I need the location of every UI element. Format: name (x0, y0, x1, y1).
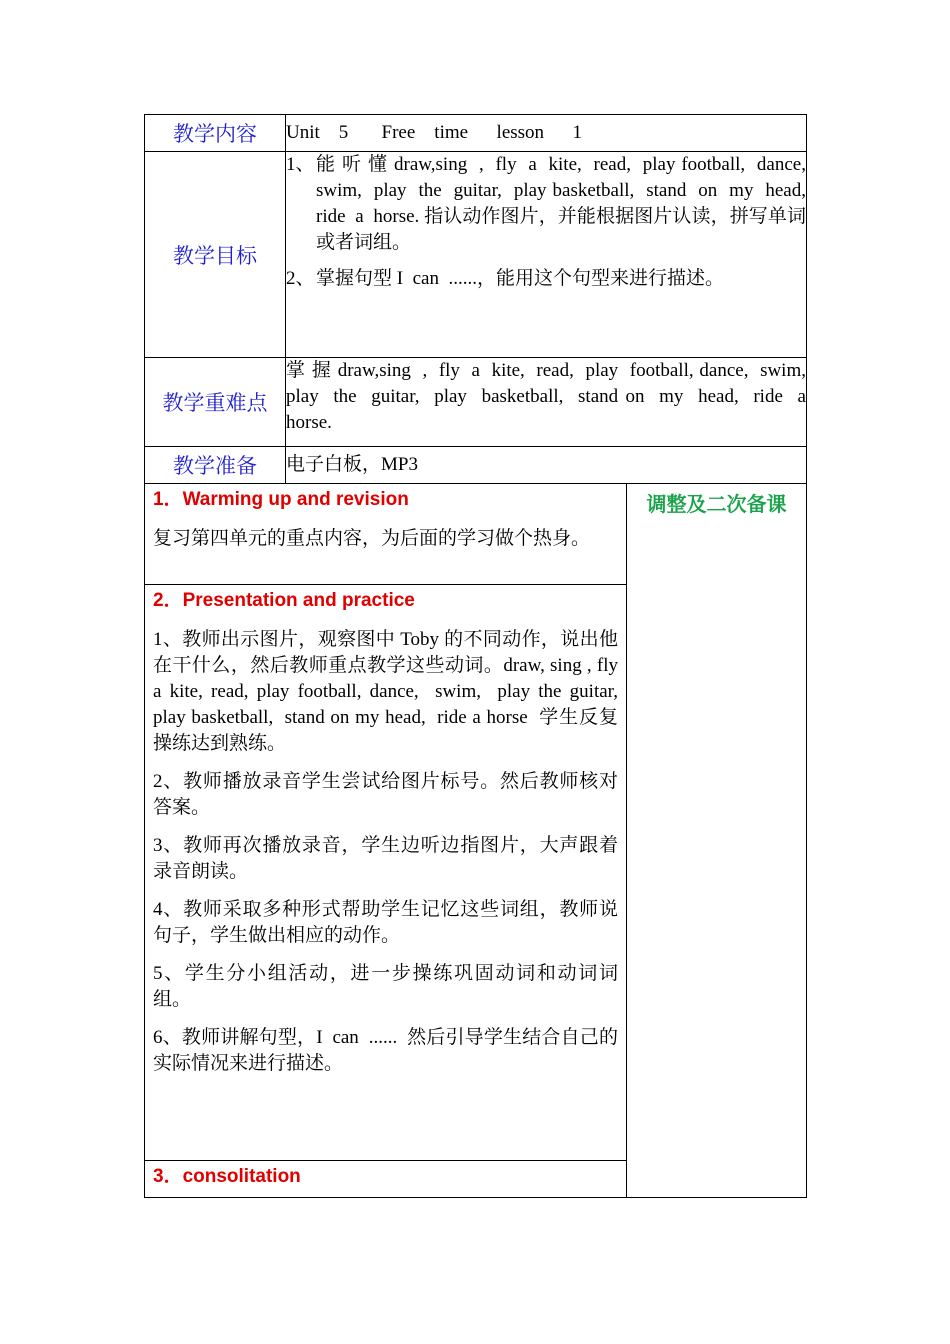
row-teaching-content (145, 115, 807, 152)
section-warming-up (145, 484, 626, 585)
side-header: 调整及二次备课 (646, 492, 787, 516)
procedure-main (145, 484, 627, 1198)
paragraph: 2、教师播放录音学生尝试给图片标号。然后教师核对答案。 (153, 771, 618, 818)
paragraph: 5、学生分小组活动，进一步操练巩固动词和动词词组。 (153, 963, 618, 1010)
section-heading: 2．Presentation and practice (153, 590, 415, 611)
value-key-points: 掌 握 draw,sing , fly a kite, read, play football, dance, swim, play the guitar, play basketball, stand on my head, ride a horse. (286, 358, 807, 447)
label-teaching-content: 教学内容 (145, 115, 286, 152)
label-key-points: 教学重难点 (145, 358, 286, 447)
paragraph: 6、教师讲解句型，I can ...... 然后引导学生结合自己的实际情况来进行描述。 (153, 1027, 618, 1074)
value-teaching-content: Unit 5 Free time lesson 1 (286, 115, 807, 152)
paragraph: 1、教师出示图片，观察图中 Toby 的不同动作，说出他在干什么，然后教师重点教学这些动词。draw, sing , fly a kite, read, play football, dance, swim, play the guitar, play basketball, stand on my head, ride a horse 学生反复操练达到熟练。 (153, 629, 628, 754)
goal-item: 2、 掌握句型 I can ......，能用这个句型来进行描述。 (286, 268, 724, 289)
row-key-points (145, 358, 807, 447)
paragraph: 3、教师再次播放录音，学生边听边指图片，大声跟着录音朗读。 (153, 835, 618, 882)
paragraph: 复习第四单元的重点内容，为后面的学习做个热身。 (153, 528, 591, 549)
value-teaching-goals (286, 152, 816, 358)
lesson-plan-table (144, 114, 816, 1198)
label-preparation: 教学准备 (145, 447, 286, 484)
section-heading: 1．Warming up and revision (153, 489, 409, 510)
paragraph: 4、教师采取多种形式帮助学生记忆这些词组，教师说句子，学生做出相应的动作。 (153, 899, 618, 946)
section-presentation (145, 585, 626, 1161)
goal-item: 1、 能 听 懂 draw,sing , fly a kite, read, play football, dance, swim, play the guitar, play basketball, stand on my head, ride a horse. 指认动作图片，并能根据图片认读，拼写单词或者词组。 (286, 154, 816, 253)
section-consolidation (145, 1161, 626, 1197)
row-procedure (145, 484, 807, 1198)
row-preparation (145, 447, 807, 484)
section-heading: 3．consolitation (153, 1166, 301, 1187)
label-teaching-goals: 教学目标 (145, 152, 286, 358)
procedure-side-notes (627, 484, 807, 1198)
row-teaching-goals (145, 152, 807, 358)
value-preparation: 电子白板，MP3 (286, 447, 807, 484)
